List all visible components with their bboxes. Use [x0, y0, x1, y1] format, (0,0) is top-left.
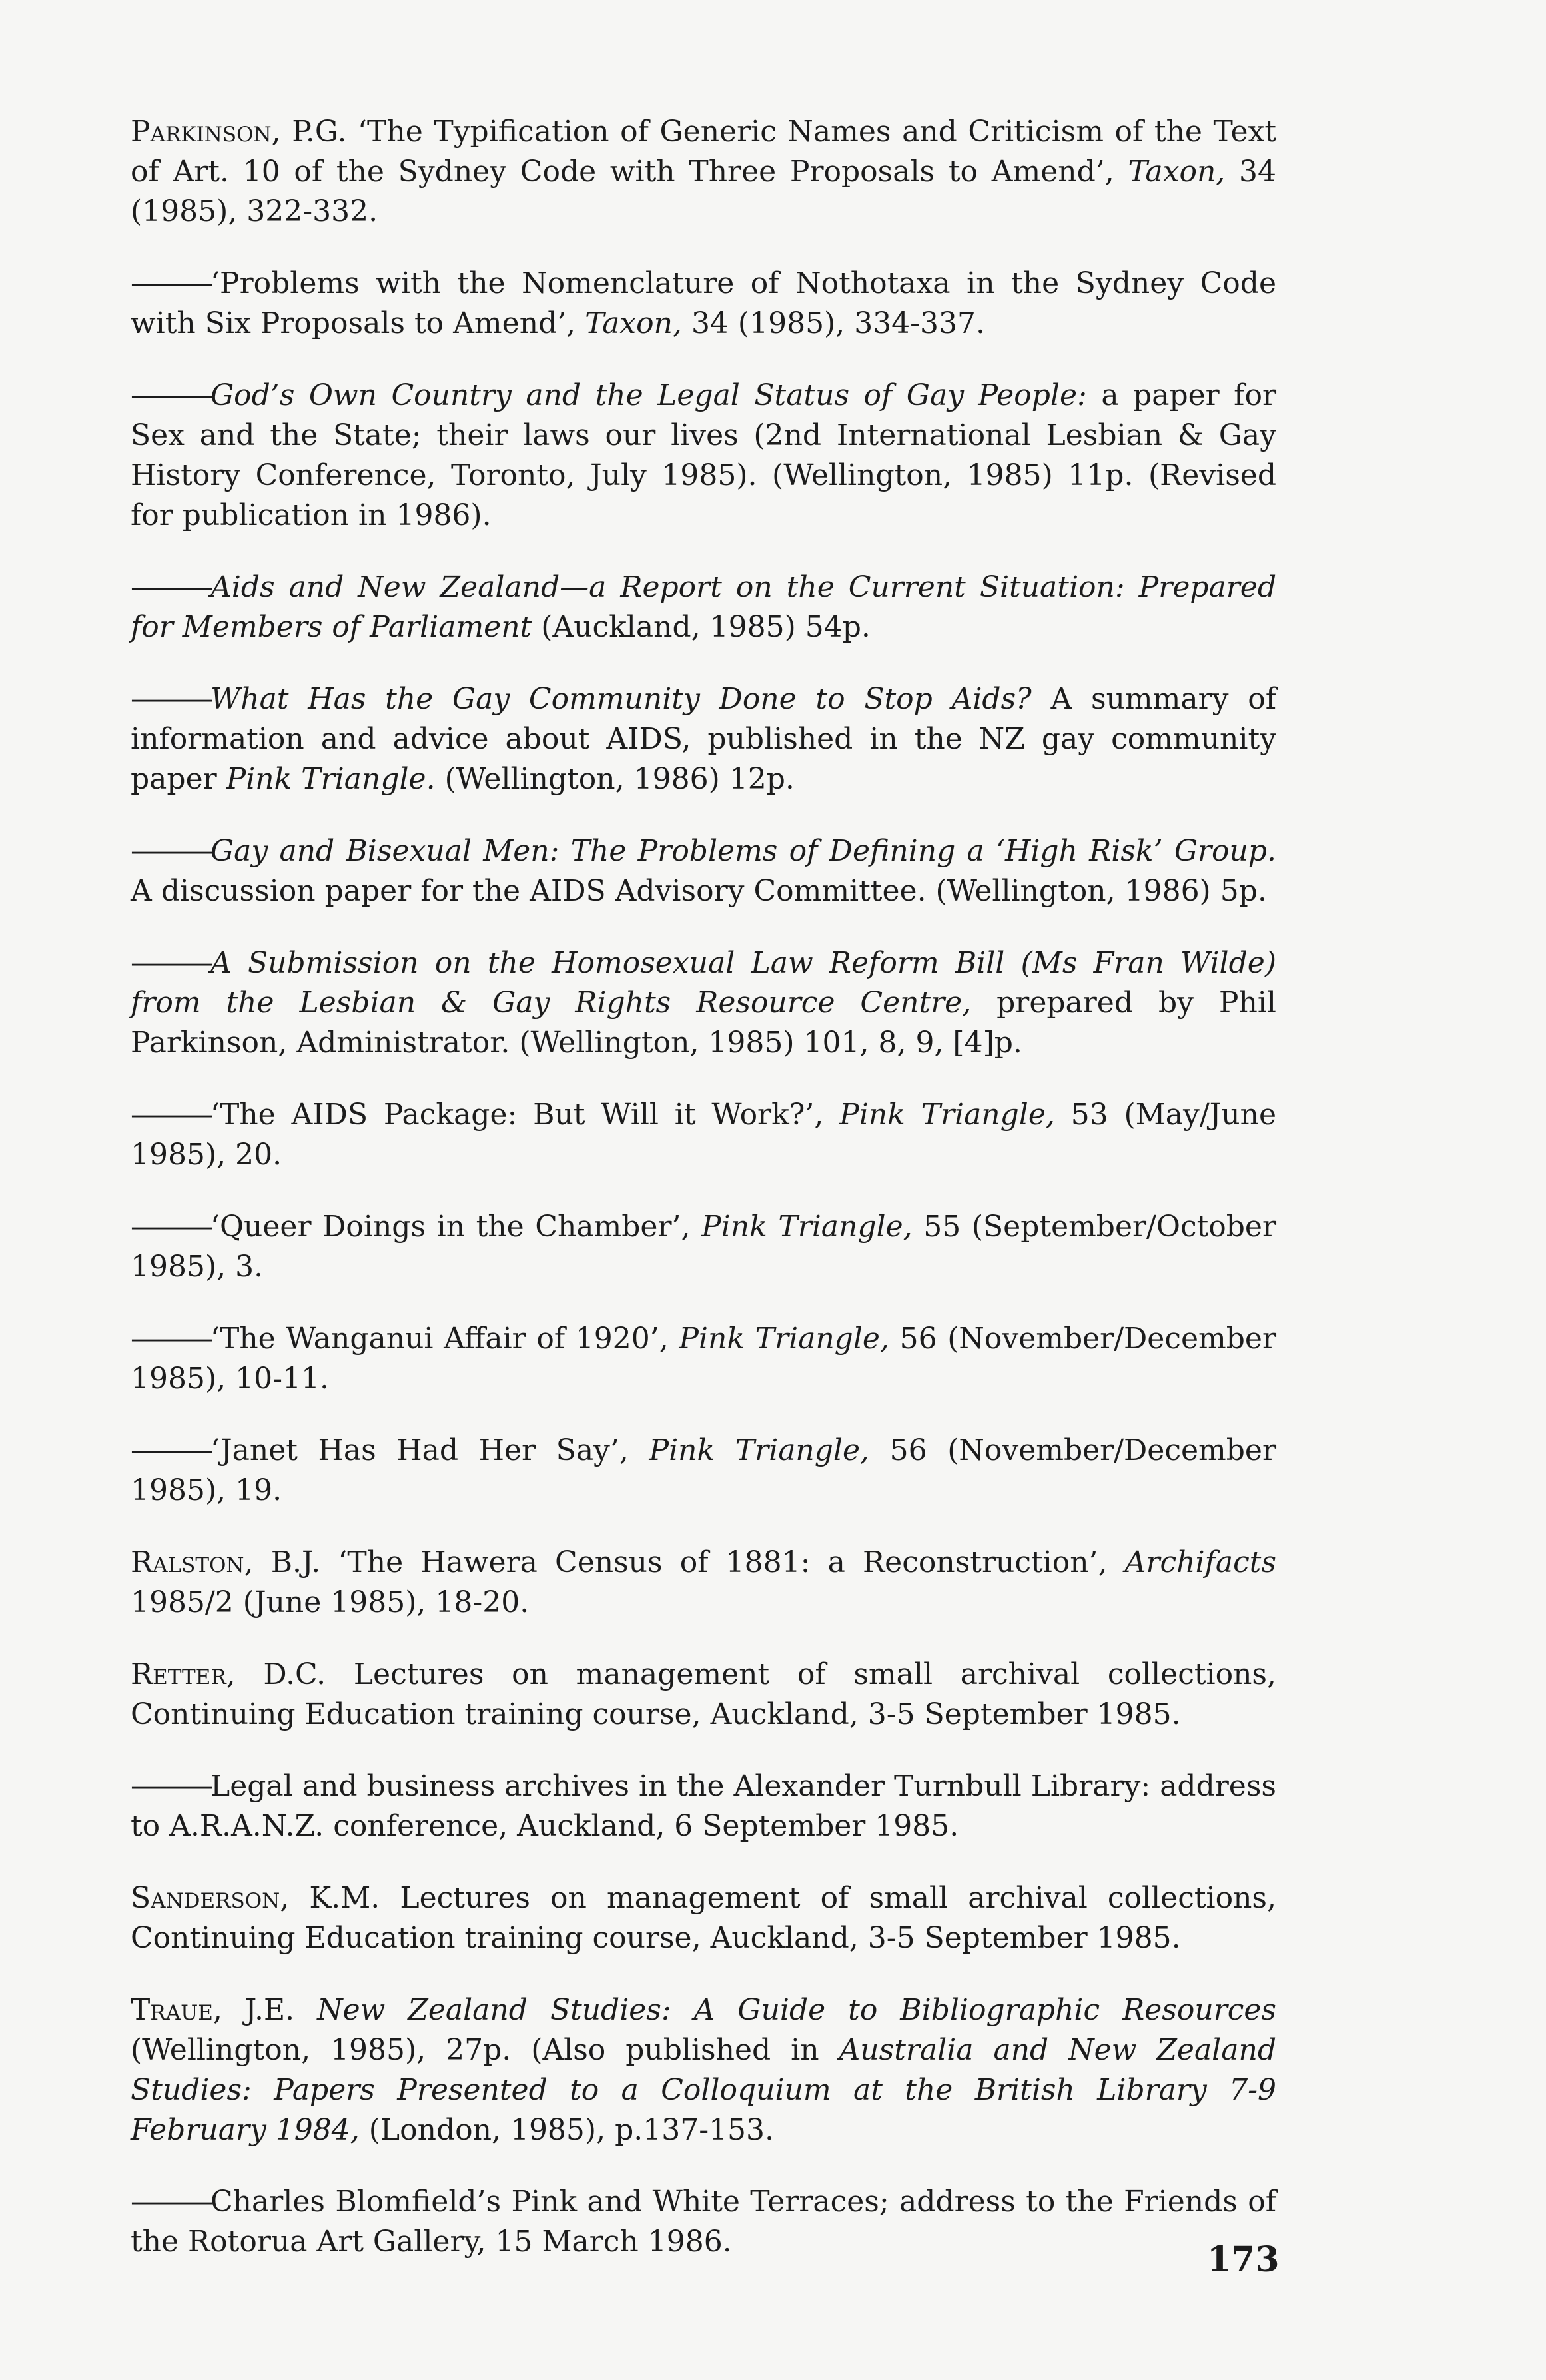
entry-text: Aids and New Zealand—a Report on the Current Situation: Prepared for Members of Parliament	[131, 570, 1286, 644]
entry-text: Pink Triangle,	[679, 1322, 889, 1356]
entry-text: (Wellington, 1985), 27p. (Also published in	[131, 1993, 1286, 2067]
ditto-dash: ———	[131, 1322, 210, 1356]
ditto-dash: ———	[131, 946, 210, 980]
entry-text: Pink Triangle,	[649, 1433, 870, 1467]
entry-text: ‘Queer Doings in the Chamber’,	[210, 1210, 702, 1244]
bibliography-list	[131, 112, 1286, 2294]
entry-text: Taxon,	[585, 306, 682, 340]
entry-text: (Auckland, 1985) 54p.	[532, 610, 871, 644]
ditto-dash: ———	[131, 834, 210, 868]
bibliography-entry	[131, 1095, 1286, 1175]
entry-text: ‘Janet Has Had Her Say’,	[210, 1433, 649, 1467]
bibliography-entry	[131, 112, 1286, 232]
bibliography-entry	[131, 1878, 1286, 1958]
ditto-dash: ———	[131, 1769, 210, 1803]
ditto-dash: ———	[131, 682, 210, 716]
entry-text: J.E.	[222, 1993, 318, 2027]
bibliography-entry	[131, 831, 1286, 911]
entry-text: Archifacts	[1124, 1545, 1276, 1579]
entry-text: Pink Triangle,	[839, 1098, 1055, 1132]
entry-text: 55 (September/October 1985), 3.	[131, 1210, 1286, 1284]
entry-text: New Zealand Studies: A Guide to Bibliographic Resources	[317, 1993, 1276, 2027]
bibliography-entry	[131, 679, 1286, 799]
bibliography-entry	[131, 1207, 1286, 1287]
ditto-dash: ———	[131, 378, 210, 412]
entry-text: 1985/2 (June 1985), 18-20.	[131, 1545, 1286, 1619]
page-number: 173	[1207, 2239, 1280, 2280]
entry-text: Charles Blomfield’s Pink and White Terraces; address to the Friends of the Rotorua Art Gallery, 15 March 1986.	[131, 2185, 1286, 2259]
bibliography-entry	[131, 1319, 1286, 1399]
entry-text: 34 (1985), 322-332.	[131, 155, 1286, 228]
entry-text: What Has the Gay Community Done to Stop Aids?	[210, 682, 1032, 716]
entry-text: prepared by Phil Parkinson, Administrator. (Wellington, 1985) 101, 8, 9, [4]p.	[131, 986, 1286, 1060]
entry-text: (Wellington, 1986) 12p.	[435, 762, 795, 796]
entry-text: Gay and Bisexual Men: The Problems of Defining a ‘High Risk’ Group.	[210, 834, 1276, 868]
entry-text: 56 (November/December 1985), 10-11.	[131, 1322, 1286, 1395]
bibliography-entry	[131, 943, 1286, 1063]
ditto-dash: ———	[131, 2185, 210, 2219]
bibliography-entry	[131, 1655, 1286, 1735]
bibliography-entry	[131, 1990, 1286, 2150]
author-name: Retter,	[131, 1657, 236, 1691]
entry-text: Pink Triangle,	[701, 1210, 913, 1244]
entry-text: 34 (1985), 334-337.	[681, 306, 986, 340]
entry-text: B.J. ‘The Hawera Census of 1881: a Reconstruction’,	[253, 1545, 1125, 1579]
entry-text: Pink Triangle.	[226, 762, 436, 796]
entry-text: (London, 1985), p.137-153.	[359, 2113, 775, 2147]
author-name: Parkinson,	[131, 115, 281, 149]
entry-text: Australia and New Zealand Studies: Papers Presented to a Colloquium at the British Library 7-9 February 1984,	[131, 2033, 1286, 2147]
entry-text: K.M. Lectures on management of small archival collections, Continuing Education training course, Auckland, 3-5 September 1985.	[131, 1881, 1286, 1955]
bibliography-entry	[131, 1431, 1286, 1511]
entry-text: Legal and business archives in the Alexander Turnbull Library: address to A.R.A.N.Z. conference, Auckland, 6 September 1985.	[131, 1769, 1286, 1843]
ditto-dash: ———	[131, 266, 210, 300]
ditto-dash: ———	[131, 570, 210, 604]
entry-text: God’s Own Country and the Legal Status of Gay People:	[210, 378, 1087, 412]
entry-text: ‘The Wanganui Affair of 1920’,	[210, 1322, 679, 1356]
author-name: Sanderson,	[131, 1881, 290, 1915]
entry-text: P.G. ‘The Typification of Generic Names and Criticism of the Text of Art. 10 of the Sydney Code with Three Proposals to Amend’,	[131, 115, 1286, 189]
entry-text: 56 (November/December 1985), 19.	[131, 1433, 1286, 1507]
entry-text: A summary of information and advice about AIDS, published in the NZ gay community paper	[131, 682, 1286, 796]
entry-text: A Submission on the Homosexual Law Reform Bill (Ms Fran Wilde) from the Lesbian & Gay Rights Resource Centre,	[131, 946, 1286, 1020]
author-name: Traue,	[131, 1993, 222, 2027]
bibliography-entry	[131, 376, 1286, 536]
entry-text: 53 (May/June 1985), 20.	[131, 1098, 1286, 1172]
bibliography-entry	[131, 264, 1286, 344]
entry-text: D.C. Lectures on management of small archival collections, Continuing Education training course, Auckland, 3-5 September 1985.	[131, 1657, 1286, 1731]
entry-text: Taxon,	[1128, 155, 1226, 189]
bibliography-entry	[131, 1543, 1286, 1623]
ditto-dash: ———	[131, 1210, 210, 1244]
entry-text: ‘The AIDS Package: But Will it Work?’,	[210, 1098, 840, 1132]
author-name: Ralston,	[131, 1545, 254, 1579]
ditto-dash: ———	[131, 1098, 210, 1132]
entry-text: A discussion paper for the AIDS Advisory Committee. (Wellington, 1986) 5p.	[131, 834, 1286, 908]
bibliography-entry	[131, 568, 1286, 647]
entry-text: ‘Problems with the Nomenclature of Nothotaxa in the Sydney Code with Six Proposals to Amend’,	[131, 266, 1286, 340]
ditto-dash: ———	[131, 1433, 210, 1467]
entry-text: a paper for Sex and the State; their laws our lives (2nd International Lesbian & Gay History Conference, Toronto, July 1985). (Wellington, 1985) 11p. (Revised for publication in 1986).	[131, 378, 1286, 532]
bibliography-entry	[131, 2182, 1286, 2262]
bibliography-entry	[131, 1767, 1286, 1846]
